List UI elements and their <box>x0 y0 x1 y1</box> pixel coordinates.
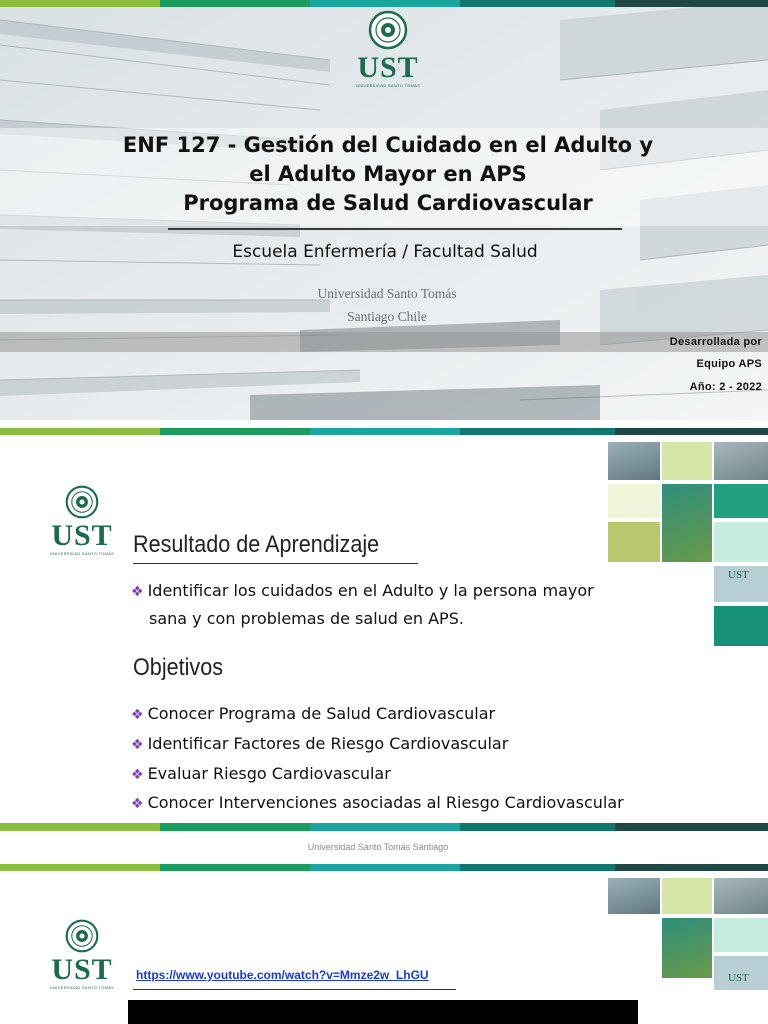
developer-band <box>0 332 768 352</box>
ust-tile: UST <box>714 956 768 990</box>
ust-logo-subtitle: UNIVERSIDAD SANTO TOMÁS <box>49 551 115 556</box>
objective-text: Conocer Intervenciones asociadas al Riesgo Cardiovascular <box>147 793 624 812</box>
objective-text: Identificar Factores de Riesgo Cardiovascular <box>147 734 509 753</box>
photo-tile <box>714 522 768 562</box>
decorative-photo-tiles <box>608 442 768 622</box>
photo-tile <box>662 484 712 562</box>
title-line: ENF 127 - Gestión del Cuidado en el Adulto y <box>122 133 654 157</box>
ust-wordmark: UST <box>357 51 419 84</box>
objective-item <box>131 793 624 812</box>
diamond-bullet-icon: ❖ <box>131 796 144 812</box>
color-strip-bottom <box>0 823 768 831</box>
title-line: Programa de Salud Cardiovascular <box>183 191 593 215</box>
photo-tile <box>714 878 768 914</box>
embedded-video-player[interactable] <box>128 1000 638 1024</box>
ust-wordmark: UST <box>51 519 113 552</box>
diamond-bullet-icon: ❖ <box>131 767 144 783</box>
learning-outcome-line: sana y con problemas de salud en APS. <box>149 609 464 628</box>
photo-tile <box>608 878 660 914</box>
photo-tile <box>714 606 768 646</box>
slide-title <box>0 131 768 218</box>
photo-tile <box>714 484 768 518</box>
objective-text: Evaluar Riesgo Cardiovascular <box>147 764 391 783</box>
slide-subtitle: Escuela Enfermería / Facultad Salud <box>232 242 538 262</box>
color-strip-top <box>0 428 768 435</box>
objective-item <box>131 734 508 753</box>
ust-seal-icon <box>59 485 105 519</box>
photo-tile <box>662 918 712 978</box>
title-underline <box>168 228 622 230</box>
university-name: Universidad Santo Tomás <box>317 286 457 301</box>
photo-tile <box>662 878 712 914</box>
learning-outcome-heading: Resultado de Aprendizaje <box>133 531 380 558</box>
developed-by-label: Desarrollada por <box>669 336 762 348</box>
color-strip-top <box>0 0 768 7</box>
photo-tile <box>662 442 712 480</box>
learning-outcome-line: Identificar los cuidados en el Adulto y la persona mayor <box>147 581 594 600</box>
learning-outcome-item <box>131 581 594 600</box>
heading-underline <box>133 563 418 564</box>
ust-tile: UST <box>714 566 768 602</box>
photo-tile <box>714 442 768 480</box>
diamond-bullet-icon: ❖ <box>131 737 144 753</box>
ust-logo-subtitle: UNIVERSIDAD SANTO TOMÁS <box>355 83 421 88</box>
photo-tile <box>608 442 660 480</box>
video-slide <box>0 864 768 1024</box>
objective-item <box>131 764 391 783</box>
color-strip-top <box>0 864 768 871</box>
ust-logo-subtitle: UNIVERSIDAD SANTO TOMÁS <box>49 985 115 990</box>
link-underline <box>133 989 456 990</box>
title-slide <box>0 0 768 420</box>
objectives-slide <box>0 428 768 856</box>
developed-by-team: Equipo APS <box>696 358 762 370</box>
diamond-bullet-icon: ❖ <box>131 584 144 600</box>
ust-wordmark: UST <box>51 953 113 986</box>
ust-seal-icon <box>362 10 414 50</box>
ust-logo <box>42 919 122 990</box>
year-label: Año: 2 - 2022 <box>689 381 762 393</box>
objective-item <box>131 704 495 723</box>
ust-logo <box>42 485 122 556</box>
title-line: el Adulto Mayor en APS <box>249 162 527 186</box>
city-name: Santiago Chile <box>347 309 427 324</box>
photo-tile <box>714 918 768 952</box>
youtube-video-link[interactable]: https://www.youtube.com/watch?v=Mmze2w_LhGU <box>136 968 429 982</box>
diamond-bullet-icon: ❖ <box>131 707 144 723</box>
objectives-heading: Objetivos <box>133 654 224 681</box>
photo-tile <box>608 522 660 562</box>
photo-tile <box>608 484 660 518</box>
ust-logo <box>342 10 434 88</box>
objective-text: Conocer Programa de Salud Cardiovascular <box>147 704 496 723</box>
slide-footer: Universidad Santo Tomás Santiago <box>307 842 449 852</box>
ust-seal-icon <box>59 919 105 953</box>
